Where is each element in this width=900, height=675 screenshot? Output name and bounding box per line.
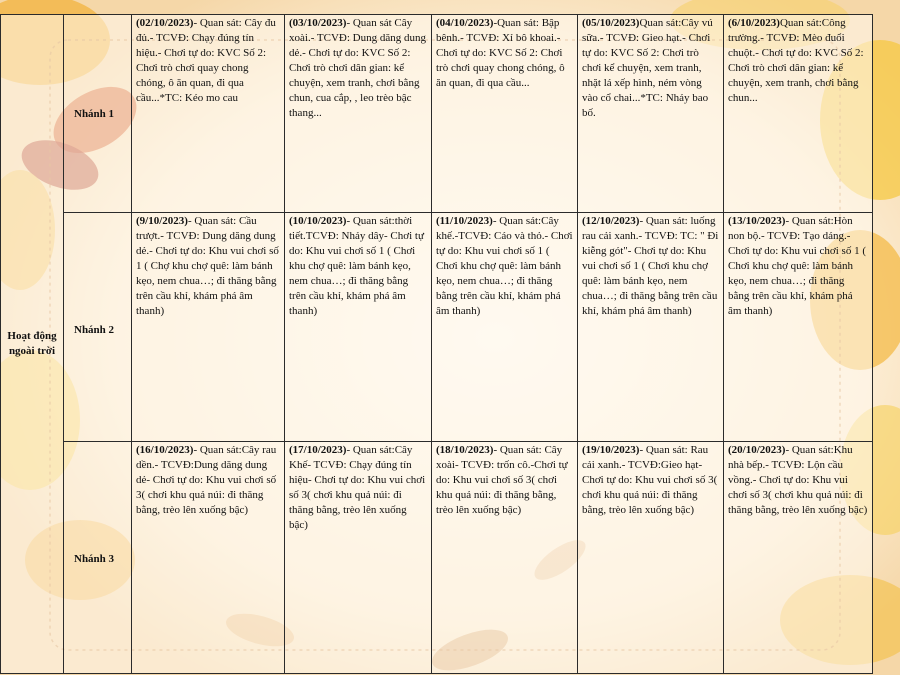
schedule-cell	[285, 15, 432, 213]
cell-date: (9/10/2023)	[136, 215, 188, 228]
cell-date: (10/10/2023)	[289, 215, 347, 228]
cell-date: (12/10/2023)	[582, 215, 640, 228]
schedule-cell	[724, 441, 873, 673]
cell-date: (16/10/2023)	[136, 443, 194, 456]
cell-text: - Quan sát:Khu nhà bếp.- TCVĐ: Lộn cầu vồng.- Chơi tự do: Khu vui chơi số 3( chơi khu quả núi: đi thăng bằng, trèo lên xuống bậc)	[728, 443, 868, 516]
schedule-cell	[432, 213, 578, 441]
schedule-cell	[578, 441, 724, 673]
cell-date: (18/10/2023)	[436, 443, 494, 456]
schedule-cell	[132, 441, 285, 673]
schedule-cell	[578, 15, 724, 213]
cell-text: - Quan sát:Cây khế.-TCVĐ: Cáo và thỏ.- Chơi tự do: Khu vui chơi số 1 ( Chơi khu chợ quê: làm bánh kẹo, nem chua…; đi thăng bằng trên cầu khỉ, khám phá âm thanh)	[436, 215, 573, 318]
schedule-cell	[432, 15, 578, 213]
cell-date: (05/10/2023)	[582, 17, 640, 29]
schedule-cell	[285, 213, 432, 441]
branch-label	[64, 441, 132, 673]
schedule-cell	[432, 441, 578, 673]
schedule-cell	[724, 15, 873, 213]
schedule-cell	[132, 213, 285, 441]
schedule-cell	[285, 441, 432, 673]
cell-text: - Quan sát: Cầu trượt.- TCVĐ: Dung dăng dung dẻ.- Chơi tự do: Khu vui chơi số 1 ( Chợ khu chợ quê: làm bánh kẹo, nem chua…; đi thăng bằng trên cầu khỉ, khám phá âm thanh)	[136, 215, 279, 318]
cell-text: - Quan sát:Hòn non bộ.- TCVĐ: Tạo dáng.- Chơi tự do: Khu vui chơi số 1 ( Chơi khu chợ quê: làm bánh kẹo, nem chua…; đi thăng bằng trên cầu khỉ, khám phá âm thanh)	[728, 215, 866, 318]
cell-date: (04/10/2023)	[436, 17, 494, 29]
section-label-text: Hoạt động ngoài trời	[7, 330, 57, 357]
cell-date: (03/10/2023)	[289, 17, 347, 29]
cell-date: (13/10/2023)	[728, 215, 786, 228]
cell-text: - Quan sát:thời tiết.TCVĐ: Nhảy dây- Chơi tự do: Khu vui chơi số 1 ( Chơi khu chợ quê: làm bánh kẹo, nem chua…; đi thăng bằng trên cầu khỉ, khám phá âm thanh)	[289, 215, 424, 318]
branch-1-text: Nhánh 1	[74, 108, 115, 120]
branch-label	[64, 15, 132, 213]
cell-text: Quan sát:Công trường.- TCVĐ: Mèo đuổi chuột.- Chơi tự do: KVC Số 2: Chơi trò chơi dân gian: kể chuyện, xem tranh, chơi bằng chun...	[728, 17, 864, 104]
cell-text: - Quan sát Cây xoài.- TCVĐ: Dung dăng dung dẻ.- Chơi tự do: KVC Số 2: Chơi trò chơi dân gian: kể chuyện, xem tranh, chơi bằng chun, cua cắp, , leo trèo bậc thang...	[289, 17, 426, 119]
cell-text: - Quan sát: Cây xoài- TCVĐ: trốn cô.-Chơi tự do: Khu vui chơi số 3( chơi khu quả núi: đi thăng bằng, trèo lên xuống bậc)	[436, 443, 568, 516]
branch-label	[64, 213, 132, 441]
cell-date: (20/10/2023)	[728, 443, 786, 456]
cell-date: (6/10/2023)	[728, 17, 780, 29]
schedule-cell	[578, 213, 724, 441]
cell-text: - Quan sát:Cây Khế- TCVĐ: Chạy đúng tín hiệu- Chơi tự do: Khu vui chơi số 3( chơi khu quả núi: đi thăng bằng, trèo lên xuống bậc)	[289, 443, 426, 531]
cell-text: -Quan sát: Bập bênh.- TCVĐ: Xỉ bô khoai.- Chơi tự do: KVC Số 2: Chơi trò chơi quay chong chóng, ô ăn quan, đi qua cầu...	[436, 17, 565, 89]
cell-text: Quan sát:Cây vú sữa.- TCVĐ: Gieo hạt.- Chơi tự do: KVC Số 2: Chơi trò chơi kể chuyện, xem tranh, nhặt lá xếp hình, ném vòng vào cổ chai...*TC: Nhảy bao bố.	[582, 17, 713, 119]
cell-date: (11/10/2023)	[436, 215, 493, 228]
section-label	[1, 15, 64, 674]
schedule-cell	[132, 15, 285, 213]
branch-3-text: Nhánh 3	[74, 552, 115, 565]
activity-schedule-table	[0, 14, 873, 674]
cell-date: (02/10/2023)	[136, 17, 194, 29]
cell-date: (17/10/2023)	[289, 443, 347, 456]
cell-text: - Quan sát: luống rau cải xanh.- TCVĐ: TC: " Đi kiễng gót"- Chơi tự do: Khu vui chơi số 1 ( Chơi khu chợ quê: làm bánh kẹo, nem chua…; đi thăng bằng trên cầu khỉ, khám phá âm thanh)	[582, 215, 719, 318]
cell-text: - Quan sát: Rau cải xanh.- TCVĐ:Gieo hạt- Chơi tự do: Khu vui chơi số 3( chơi khu quả núi: đi thăng bằng, trèo lên xuống bậc)	[582, 443, 718, 516]
cell-date: (19/10/2023)	[582, 443, 640, 456]
branch-2-text: Nhánh 2	[74, 324, 115, 337]
cell-text: - Quan sát:Cây rau dền.- TCVĐ:Dung dăng dung dẻ- Chơi tự do: Khu vui chơi số 3( chơi khu quả núi: đi thăng bằng, trèo lên xuống bậc)	[136, 443, 277, 516]
cell-text: - Quan sát: Cây đu đủ.- TCVĐ: Chạy đúng tín hiệu.- Chơi tự do: KVC Số 2: Chơi trò chơi quay chong chóng, ô ăn quan, đi qua cầu...*TC: Kéo mo cau	[136, 17, 276, 104]
schedule-cell	[724, 213, 873, 441]
